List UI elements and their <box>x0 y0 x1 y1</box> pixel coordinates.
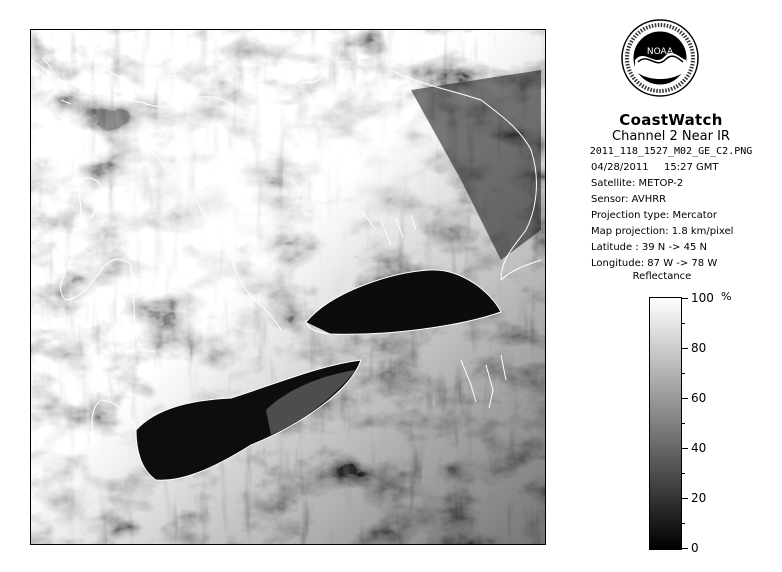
noaa-logo-text: NOAA <box>646 47 674 57</box>
colorbar-tick-label: 60 <box>691 391 707 405</box>
acquisition-time: 15:27 GMT <box>664 162 719 173</box>
colorbar-tick <box>682 298 688 299</box>
projection-type: Projection type: Mercator <box>591 210 717 221</box>
colorbar-minor-tick <box>682 373 685 374</box>
colorbar-minor-tick <box>682 423 685 424</box>
colorbar-tick <box>682 448 688 449</box>
channel-title: Channel 2 Near IR <box>612 129 730 144</box>
colorbar-minor-tick <box>682 523 685 524</box>
satellite-image <box>31 30 545 544</box>
colorbar-tick <box>682 348 688 349</box>
colorbar-tick <box>682 398 688 399</box>
satellite-name: Satellite: METOP-2 <box>591 178 684 189</box>
satellite-image-map <box>30 29 546 545</box>
colorbar-title: Reflectance <box>632 271 692 282</box>
map-projection: Map projection: 1.8 km/pixel <box>591 226 734 237</box>
longitude-range: Longitude: 87 W -> 78 W <box>591 258 718 269</box>
colorbar-tick <box>682 498 688 499</box>
colorbar-tick-label: 40 <box>691 441 707 455</box>
noaa-logo <box>620 18 700 108</box>
colorbar-tick-label: 80 <box>691 341 707 355</box>
acquisition-date: 04/28/2011 <box>591 162 649 173</box>
latitude-range: Latitude : 39 N -> 45 N <box>591 242 707 253</box>
reflectance-colorbar <box>649 297 682 550</box>
colorbar-minor-tick <box>682 323 685 324</box>
colorbar-unit: % <box>721 290 732 303</box>
colorbar-minor-tick <box>682 473 685 474</box>
sensor-name: Sensor: AVHRR <box>591 194 667 205</box>
colorbar-tick <box>682 548 688 549</box>
brand-title: CoastWatch <box>619 111 723 129</box>
colorbar-tick-label: 0 <box>691 541 699 555</box>
image-filename: 2011_118_1527_M02_GE_C2.PNG <box>589 146 753 157</box>
colorbar-tick-label: 20 <box>691 491 707 505</box>
colorbar-tick-label: 100 <box>691 291 714 305</box>
